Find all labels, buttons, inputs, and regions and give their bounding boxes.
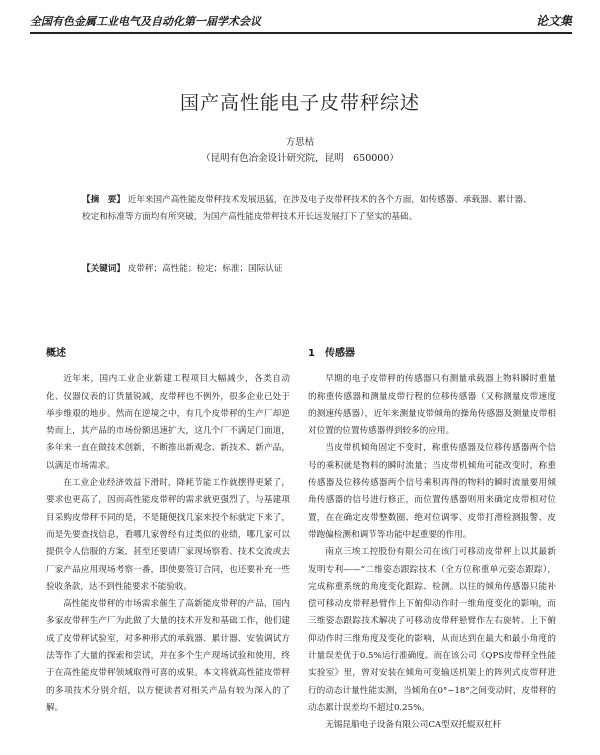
section-heading-overview: 概述 [46, 348, 66, 359]
abstract-label: 【摘 要】 [82, 195, 125, 205]
header-section-label: 论文集 [535, 14, 572, 28]
abstract [82, 192, 538, 226]
left-column [46, 345, 290, 717]
body-paragraph: 近年来，国内工业企业新建工程项目大幅减少，各类自动化、仪器仪表的订货量锐减，皮带秤也不例外，很多企业已处于举步维艰的地步。然而在逆境之中，有几个皮带秤的生产厂却逆势而上，其产品的市场份额迅速扩大，这几个厂不满足门面道，多年来一直在做技术创新，不断推出新观念、新技术、新产品，以满足市场需求。 [46, 374, 290, 471]
header-conference-title: 全国有色金属工业电气及自动化第一届学术会议 [30, 15, 261, 28]
body-paragraph: 早期的电子皮带秤的传感器只有测量承载器上物料瞬时重量的称重传感器和测量皮带行程的位移传感器（又称测量皮带速度的测速传感器），近年来测量皮带倾角的操角传感器及测量皮带相对位置的位置传感器得到较多的应用。 [308, 374, 556, 437]
author-affiliation: （昆明有色冶金设计研究院，昆明 650000） [201, 153, 399, 164]
body-paragraph: 无锡昆船电子设备有限公司CA型双托辊双杠杆 [325, 720, 502, 731]
body-paragraph: 在工业企业经济效益下滑时，降耗节能工作就摆得更紧了，要求也更高了，因而高性能皮带秤的需求就更强烈了，与基建项目采购皮带秤不同的是，不是随便找几家来投个标就定下来了，而是先要查找信息，看哪几家曾经有过类似的业绩，哪几家可以提供令人信服的方案，甚至还要请厂家现场察看、技术交流或去厂家产品应用现场考察一番，即使要签订合同，也还要补充一些验收条款，达不到性能要求不能验收。 [46, 478, 290, 592]
keywords [82, 262, 538, 274]
section-heading-sensors: 1 传感器 [308, 348, 355, 359]
body-paragraph: 当皮带机倾角固定不变时，称重传感器及位移传感器两个信号的乘积就是物料的瞬时流量；当皮带机倾角可能改变时，称重传感器及位移传感器两个信号乘积再得的物料的瞬时流量要用倾角传感器的信号进行修正，而位置传感器则用来确定皮带相对位置，在在确定皮带整数圈、绝对位调零、皮带打滑检测报警、皮带跑偏检测和调节等功能中起重要的作用。 [308, 443, 556, 540]
body-paragraph: 南京三埃工控股份有限公司在该门可移动皮带秤上以其最新发明专利——“二维姿态跟踪技术（全方位称重单元姿态跟踪），完成称重系统的角度变化跟踪、检测。以往的倾角传感器只能补偿可移动皮带秤悬臂作上下俯仰动作时一维角度变化的影响，而三维姿态跟踪技术解决了可移动皮带秤悬臂作左右旋转、上下俯仰动作时三维角度及变化的影响，从而达到在最大和最小角度的计量误差优于0.5%运行准确度。而在该公司《QPS皮带秤全性能实验室》里，曾对安装在倾角可变输送机架上的阵列式皮带秤进行的动态计量性能实测，当倾角在0°~18°之间变动时，皮带秤的动态累计误差均不超过0.25%。 [308, 547, 556, 713]
keywords-text: 皮带秤；高性能；检定；标准；国际认证 [127, 264, 283, 274]
keywords-label: 【关键词】 [82, 264, 125, 274]
body-paragraph: 高性能皮带秤的市场需求催生了高新能皮带秤的产品，国内多家皮带秤生产厂为此做了大量的技术开发和基础工作，他们建成了皮带秤试验室，对多种形式的承载器、累计器、安装调试方法等作了大量的探索和尝试，并在多个生产现场试验和使用，终于在高性能皮带秤领域取得可喜的成果。本文将就高性能皮带秤的多项技术分别介绍，以方便读者对相关产品有较为深入的了解。 [46, 599, 290, 713]
running-header [30, 12, 572, 34]
right-column [308, 345, 556, 735]
author-name: 方思枯 [285, 137, 315, 148]
abstract-text: 近年来国产高性能皮带秤技术发展迅猛，在涉及电子皮带秤技术的各个方面，如传感器、承载器、累计器、校定和标准等方面均有所突破，为国产高性能皮带秤技术开长远发展打下了坚实的基础。 [82, 195, 532, 222]
paper-title: 国产高性能电子皮带秤综述 [179, 92, 420, 114]
